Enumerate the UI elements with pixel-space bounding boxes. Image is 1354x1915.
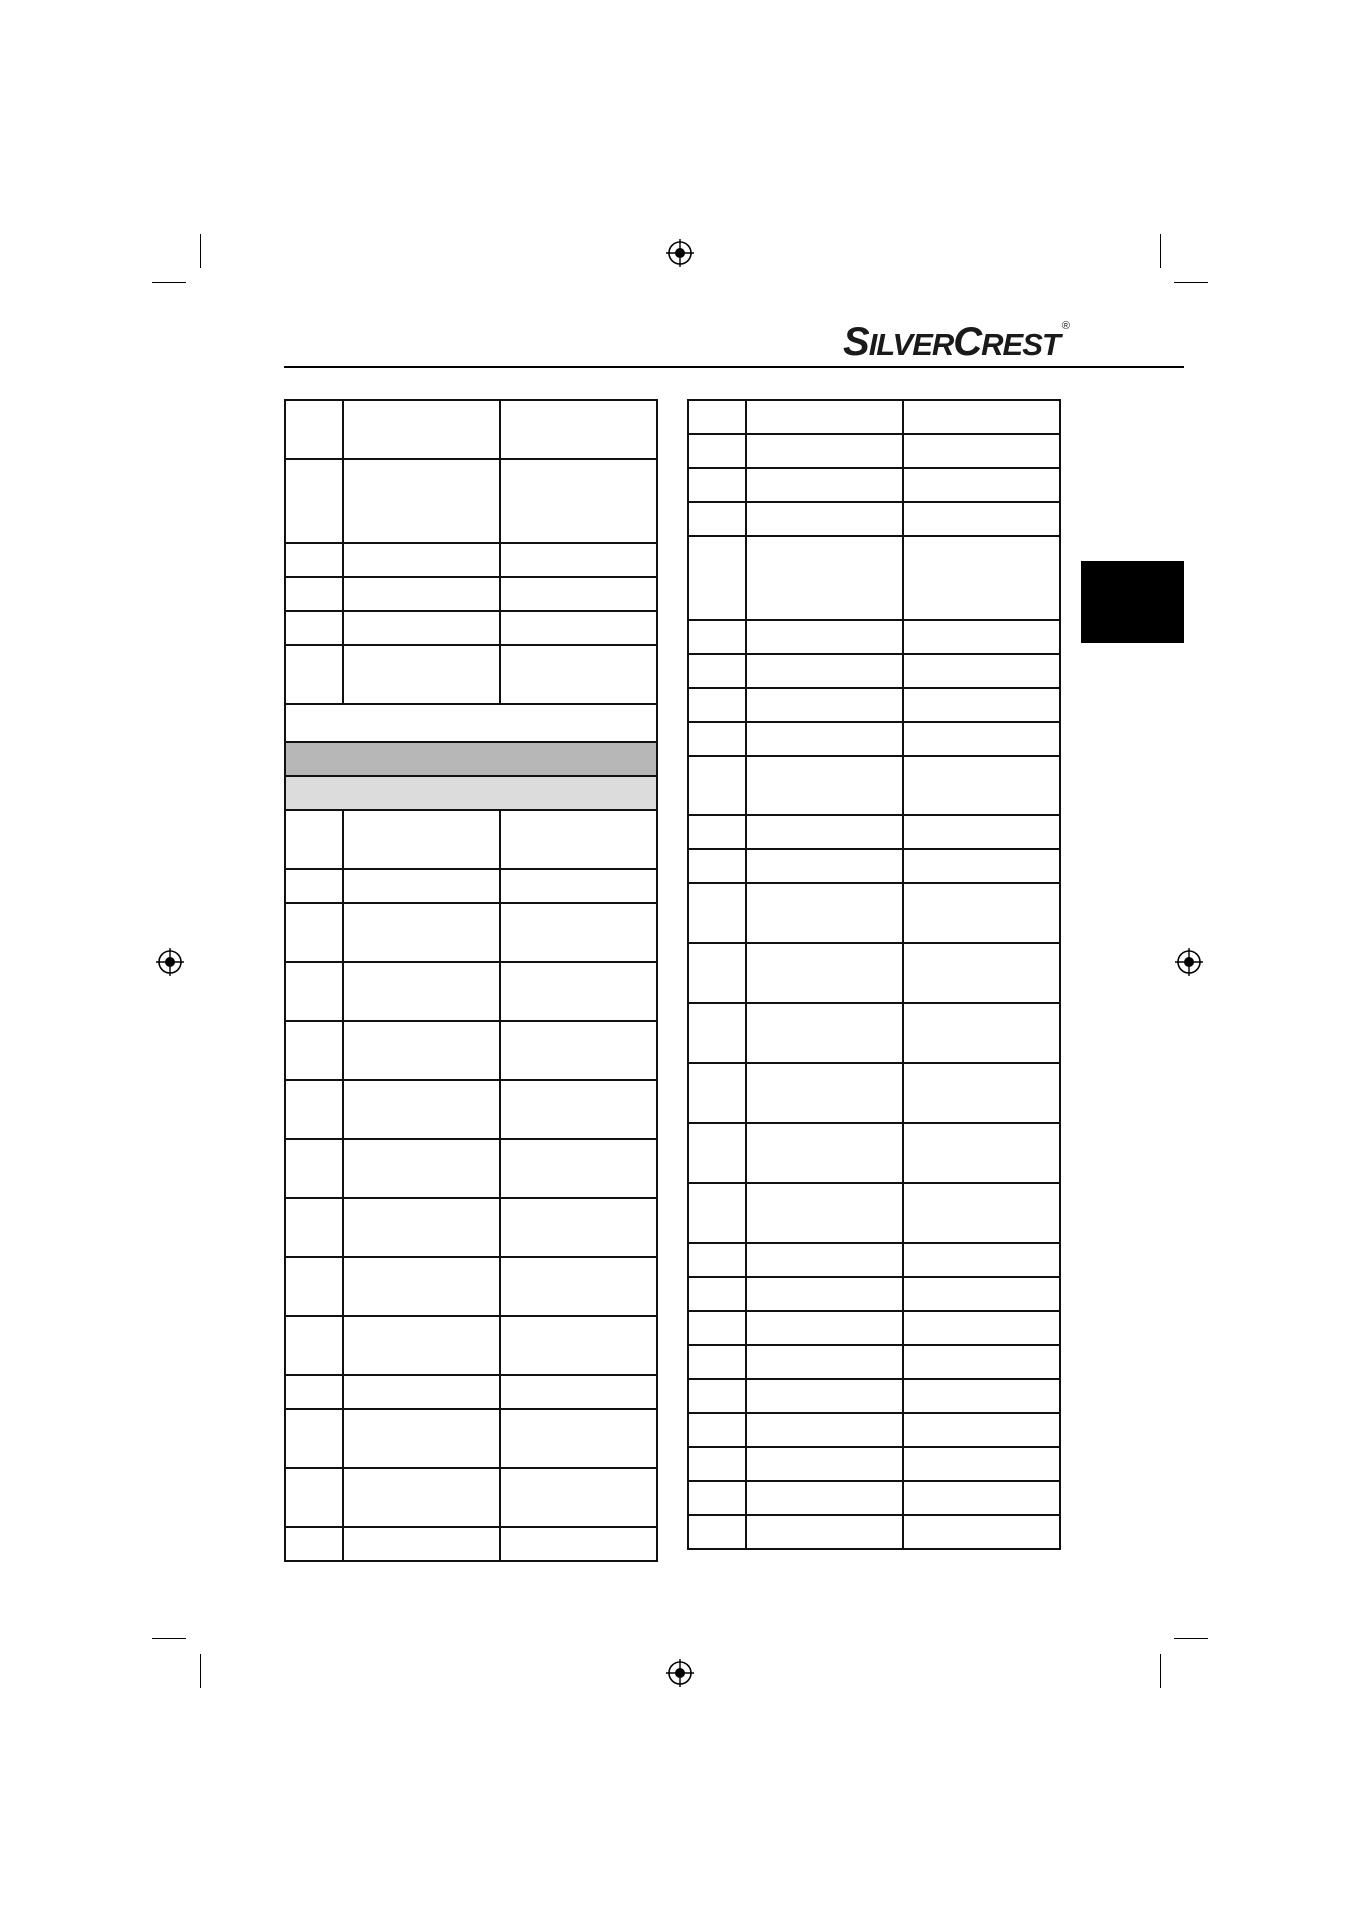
table-row xyxy=(285,459,657,543)
table-row xyxy=(688,434,1060,468)
registration-mark-right-icon xyxy=(1175,948,1203,976)
table-row xyxy=(688,468,1060,502)
table-row xyxy=(688,943,1060,1003)
table-row xyxy=(285,611,657,645)
table-row xyxy=(688,1515,1060,1549)
table-row xyxy=(688,400,1060,434)
table-row xyxy=(688,654,1060,688)
table-row xyxy=(688,620,1060,654)
table-row xyxy=(285,962,657,1021)
registration-mark-bottom-icon xyxy=(666,1659,694,1687)
registration-mark-top-icon xyxy=(666,239,694,267)
table-row xyxy=(285,1316,657,1375)
crop-mark-top-left-vertical xyxy=(200,234,201,268)
table-row xyxy=(285,1198,657,1257)
table-row xyxy=(688,883,1060,943)
table-row xyxy=(688,1003,1060,1063)
language-tab-marker xyxy=(1081,561,1184,643)
table-row xyxy=(688,849,1060,883)
crop-mark-top-left-horizontal xyxy=(152,282,186,283)
crop-mark-bottom-right-horizontal xyxy=(1174,1638,1208,1639)
table-row xyxy=(285,577,657,611)
table-row xyxy=(285,869,657,903)
table-row xyxy=(285,1409,657,1468)
table-row xyxy=(285,1139,657,1198)
header-rule xyxy=(284,366,1184,368)
table-row xyxy=(285,645,657,704)
logo-letter-s: S xyxy=(843,320,869,364)
crop-mark-bottom-left-horizontal xyxy=(152,1638,186,1639)
table-row xyxy=(688,1277,1060,1311)
table-row xyxy=(285,400,657,459)
table-row xyxy=(688,1345,1060,1379)
table-row xyxy=(688,1123,1060,1183)
table-row-lightgrey-band xyxy=(285,776,657,810)
right-table xyxy=(687,399,1061,1550)
left-table xyxy=(284,399,658,1562)
registered-mark: ® xyxy=(1061,320,1069,332)
table-row xyxy=(688,688,1060,722)
table-row xyxy=(688,722,1060,756)
table-row xyxy=(688,502,1060,536)
crop-mark-bottom-left-vertical xyxy=(200,1654,201,1688)
table-row xyxy=(285,1021,657,1080)
table-row xyxy=(285,1527,657,1561)
table-row xyxy=(285,1080,657,1139)
table-row xyxy=(688,1183,1060,1243)
registration-mark-left-icon xyxy=(156,948,184,976)
table-row xyxy=(688,1379,1060,1413)
table-row xyxy=(285,903,657,962)
table-row xyxy=(688,1243,1060,1277)
table-row xyxy=(688,1481,1060,1515)
crop-mark-bottom-right-vertical xyxy=(1160,1654,1161,1688)
table-row xyxy=(688,1063,1060,1123)
logo-letter-c: C xyxy=(953,320,982,364)
crop-mark-top-right-horizontal xyxy=(1174,282,1208,283)
table-row xyxy=(285,1375,657,1409)
table-row xyxy=(688,815,1060,849)
table-row xyxy=(285,1468,657,1527)
table-row xyxy=(688,1311,1060,1345)
table-row xyxy=(688,1447,1060,1481)
table-row xyxy=(688,536,1060,620)
silvercrest-logo xyxy=(843,320,1073,362)
table-row xyxy=(688,756,1060,815)
table-row xyxy=(285,1257,657,1316)
logo-letters-ilver: ILVER xyxy=(868,327,954,362)
crop-mark-top-right-vertical xyxy=(1160,234,1161,268)
table-row-grey-band xyxy=(285,742,657,776)
table-row xyxy=(285,543,657,577)
table-row xyxy=(285,810,657,869)
table-row xyxy=(688,1413,1060,1447)
logo-letters-rest: REST xyxy=(981,327,1060,362)
table-row-span xyxy=(285,704,657,742)
